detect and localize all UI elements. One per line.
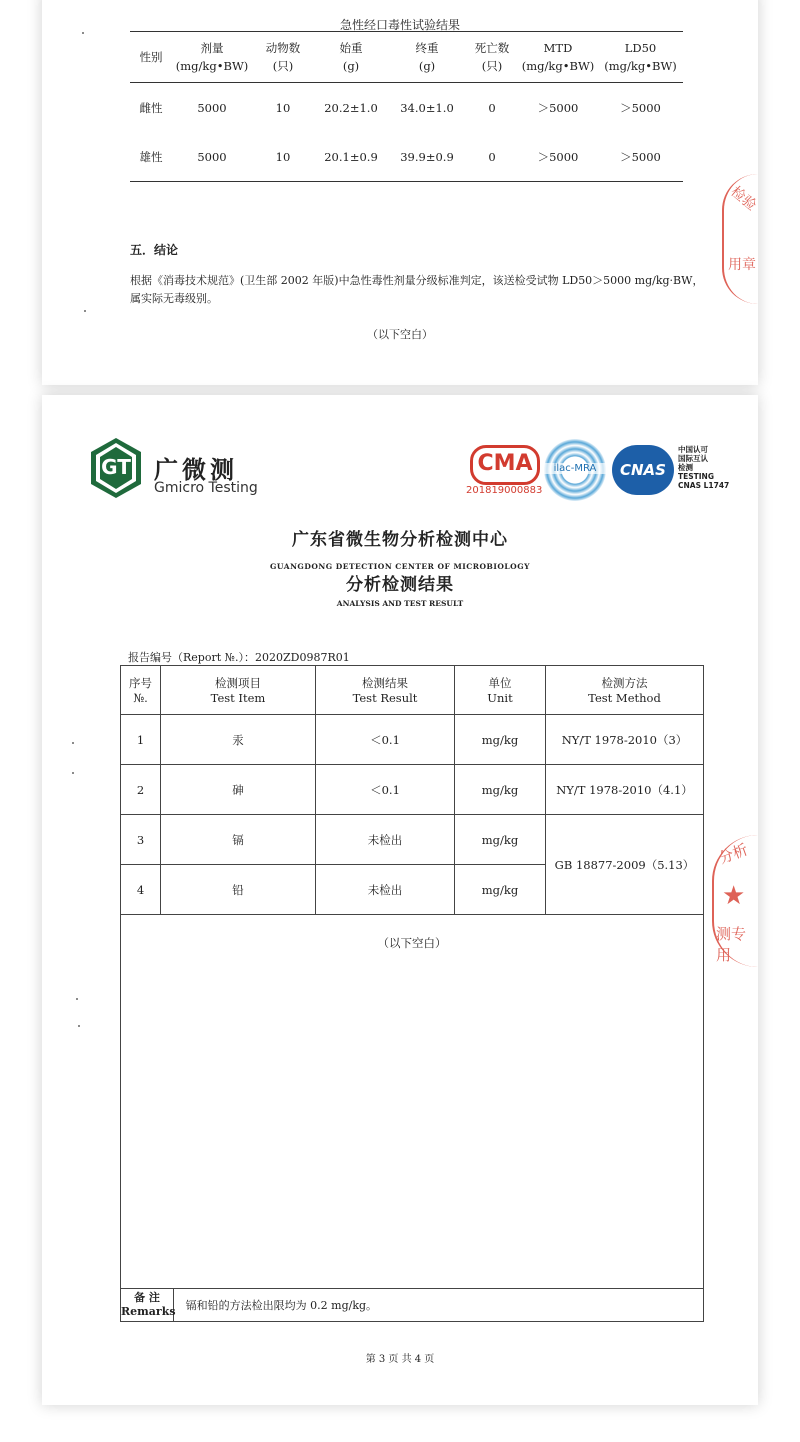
col-header-mtd: MTD (mg/kg•BW) <box>518 32 598 83</box>
cell: 0 <box>466 132 518 182</box>
col-header-no: 序号 №. <box>121 666 161 715</box>
col-header-test-result: 检测结果 Test Result <box>316 666 455 715</box>
cell-result: 未检出 <box>316 865 455 915</box>
cell-method: GB 18877-2009（5.13） <box>546 815 704 915</box>
scan-speck <box>72 742 74 744</box>
cma-mark-icon: CMA <box>470 445 540 485</box>
cell-no: 3 <box>121 815 161 865</box>
col-header-sex: 性别 <box>130 32 172 83</box>
table-row <box>121 815 704 865</box>
acute-toxicity-table <box>130 31 683 182</box>
page-footer: 第 3 页 共 4 页 <box>365 1354 435 1365</box>
conclusion-text-2: 属实际无毒级别。 <box>130 292 218 305</box>
official-stamp-partial: 分析 ★ 测专用 <box>712 835 758 967</box>
cell: ＞5000 <box>537 100 579 115</box>
col-header-dose: 剂量 (mg/kg•BW) <box>172 32 252 83</box>
cell: ＞5000 <box>518 132 598 182</box>
cell: 20.1±0.9 <box>314 132 388 182</box>
scan-speck <box>76 998 78 1000</box>
remarks-cell <box>121 1289 704 1322</box>
cell-result: 未检出 <box>316 815 455 865</box>
cell-item: 铅 <box>161 865 316 915</box>
col-header-unit: 单位 Unit <box>455 666 546 715</box>
col-header-final-weight: 终重 (g) <box>388 32 466 83</box>
cell: 雌性 <box>139 100 163 115</box>
conclusion-text: 根据《消毒技术规范》(卫生部 2002 年版)中急性毒性剂量分级标准判定，该送检受试物 LD50＞5000 mg/kg·BW， <box>130 274 704 287</box>
scan-speck <box>84 310 86 312</box>
section-title: 五．结论 <box>130 243 179 257</box>
cell: 34.0±1.0 <box>400 100 454 115</box>
table-header-row <box>121 666 704 715</box>
cell-unit: mg/kg <box>455 765 546 815</box>
cell: 5000 <box>197 100 227 115</box>
doc-title-en: ANALYSIS AND TEST RESULT <box>336 599 464 608</box>
scan-speck <box>72 772 74 774</box>
col-header-initial-weight: 始重 (g) <box>314 32 388 83</box>
cell-no: 4 <box>121 865 161 915</box>
cell-unit: mg/kg <box>455 865 546 915</box>
blank-note: （以下空白） <box>367 328 433 341</box>
cell: 10 <box>252 132 314 182</box>
analysis-results-table <box>120 665 704 1322</box>
cell: 39.9±0.9 <box>388 132 466 182</box>
scan-speck <box>82 32 84 34</box>
remarks-text: 镉和铅的方法检出限均为 0.2 mg/kg。 <box>185 1299 378 1312</box>
report-number: 报告编号（Report №.）：2020ZD0987R01 <box>128 651 350 664</box>
col-header-test-item: 检测项目 Test Item <box>161 666 316 715</box>
cell: 10 <box>275 100 291 115</box>
cnas-mark-icon: CNAS <box>612 445 674 495</box>
cell-no: 2 <box>121 765 161 815</box>
official-stamp-partial: 检验 用章 <box>722 174 758 304</box>
cell-result: ＜0.1 <box>316 765 455 815</box>
cell-item: 镉 <box>161 815 316 865</box>
cell-method: NY/T 1978-2010（4.1） <box>546 765 704 815</box>
report-page-3 <box>42 395 758 1405</box>
cell: 5000 <box>172 132 252 182</box>
table-caption: 急性经口毒性试验结果 <box>339 18 460 32</box>
cell-item: 汞 <box>161 715 316 765</box>
cell: ＞5000 <box>620 100 661 115</box>
col-header-test-method: 检测方法 Test Method <box>546 666 704 715</box>
table-row <box>121 715 704 765</box>
cma-number: 201819000883 <box>466 485 543 496</box>
ilac-mra-icon: ilac-MRA <box>544 439 606 501</box>
table-row <box>130 132 683 182</box>
blank-row <box>121 915 704 1289</box>
cell: 0 <box>488 100 496 115</box>
org-title-en: GUANGDONG DETECTION CENTER OF MICROBIOLOGY <box>270 562 530 571</box>
cell-result: ＜0.1 <box>316 715 455 765</box>
cell-unit: mg/kg <box>455 715 546 765</box>
logo-en-text: Gmicro Testing <box>154 480 258 496</box>
remarks-label: 备 注 Remarks <box>121 1289 174 1321</box>
remarks-row <box>121 1289 704 1322</box>
blank-note: （以下空白） <box>121 915 704 1289</box>
col-header-deaths: 死亡数 (只) <box>466 32 518 83</box>
org-title-cn: 广东省微生物分析检测中心 <box>292 530 508 550</box>
cell-no: 1 <box>121 715 161 765</box>
logo-cn-text: 广微测 <box>154 456 238 484</box>
cell: 20.2±1.0 <box>324 100 378 115</box>
col-header-animals: 动物数 (只) <box>252 32 314 83</box>
scan-speck <box>78 1025 80 1027</box>
cell-unit: mg/kg <box>455 815 546 865</box>
gmicro-logo-icon: GT <box>90 437 142 499</box>
col-header-ld50: LD50 (mg/kg•BW) <box>598 32 683 83</box>
cell-item: 砷 <box>161 765 316 815</box>
table-header-row <box>130 32 683 83</box>
cnas-info: 中国认可 国际互认 检测 TESTING CNAS L1747 <box>678 445 730 490</box>
star-icon: ★ <box>722 881 746 911</box>
table-row <box>130 83 683 133</box>
report-page-3-top <box>42 0 758 385</box>
table-row <box>121 765 704 815</box>
cell: 雄性 <box>130 132 172 182</box>
doc-title-cn: 分析检测结果 <box>346 575 454 595</box>
cell: ＞5000 <box>598 132 683 182</box>
cell-method: NY/T 1978-2010（3） <box>546 715 704 765</box>
